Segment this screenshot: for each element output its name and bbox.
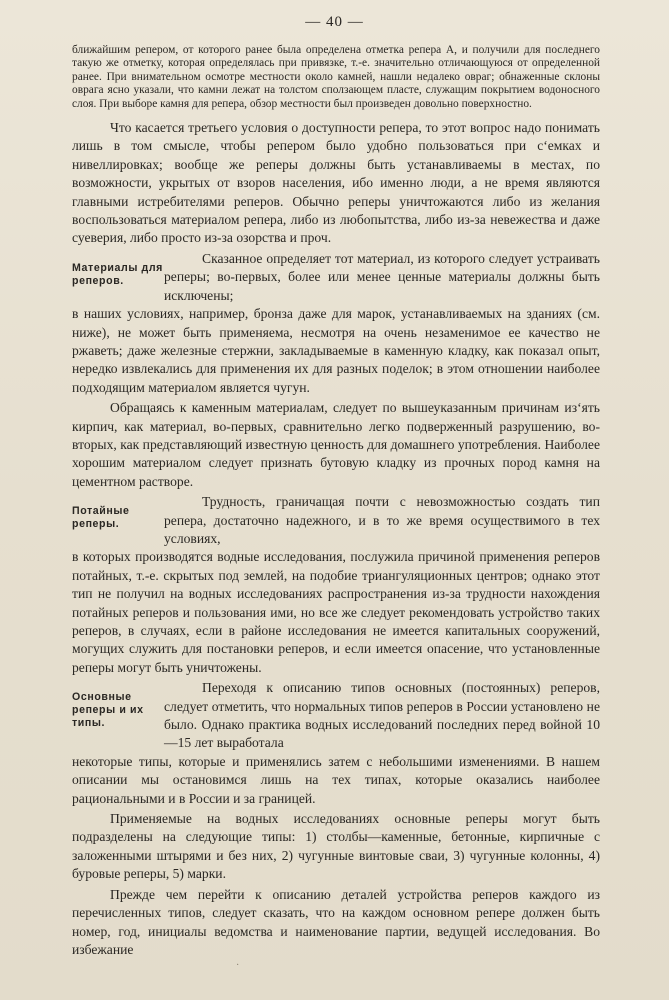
paragraph-last: Прежде чем перейти к описанию деталей устройства реперов каждого из перечисленных типов, следует сказать, что на каждом основном репере должен быть номер, год, инициалы ведомства и наименование партии, ведущей исследования. Во избежание (72, 886, 600, 957)
paragraph-types-list: Применяемые на водных исследованиях основные реперы могут быть подразделены на следующие типы: 1) столбы—каменные, бетонные, кирпичные с заложенными штырями и без них, 2) чугунные винтовые сваи, 3) чугунные колонны, 4) буровые реперы, 5) марки. (72, 811, 600, 882)
small-print-paragraph: ближайшим репером, от которого ранее была определена отметка репера А, и получили для последнего такую же отметку, которая определялась при привязке, т.-е. значительно отличающуюся от определенной ранее. При внимательном осмотре местности около камней, нашли недалеко овраг; обнаженные склоны оврага ясно указали, что камни лежат на толстом сползающем пласте, служащим покрытием водоносного слоя. При выборе камня для репера, обзор местности был произведен довольно поверхностно. (72, 44, 600, 110)
side-heading-main-types: Основные реперы и их типы. (72, 691, 144, 730)
section-materials (72, 250, 600, 305)
main-types-text: Переходя к описанию типов основных (постоянных) реперов, следует отметить, что нормальных типов реперов в России установлено не было. Однако практика водных исследований последних перед войной 10—15 лет выработала (164, 680, 600, 751)
section-main-types (72, 679, 600, 753)
materials-text: Сказанное определяет тот материал, из которого следует устраивать реперы; во-первых, более или менее ценные материалы должны быть исключены; (164, 250, 600, 303)
page-number: — 40 — (305, 14, 364, 30)
page-content (72, 44, 600, 961)
main-types-continuation: некоторые типы, которые и применялись затем с небольшими изменениями. В нашем описании мы остановимся лишь на тех типах, которые оказались наиболее рациональными и в России и за границей. (72, 753, 600, 806)
side-heading-materials: Материалы для реперов. (72, 261, 163, 287)
hidden-continuation: в которых производятся водные исследования, послужила причиной применения реперов потайных, т.-е. скрытых под землей, на подобие триангуляционных центров; однако этот тип не получил на водных исследованиях распространения из-за трудности нахождения потайных реперов и пользования ими, но все же следует рекомендовать устройство таких реперов, в случаях, если в районе исследования не имеется капитальных сооружений, могущих служить для постановки реперов, и если имеется опасение, что установленные реперы могут быть уничтожены. (72, 549, 600, 675)
materials-continuation: в наших условиях, например, бронза даже для марок, устанавливаемых на зданиях (см. ниже), не может быть применяема, несмотря на очень незаменимое ее качество не ржаветь; даже железные стержни, закладываемые в каменную кладку, как показал опыт, нередко извлекались для применения их для разных поделок; в этом отношении наиболее подходящим материалом является чугун. (72, 306, 600, 395)
paragraph-stone: Обращаясь к каменным материалам, следует по вышеуказанным причинам изʻять кирпич, как материал, во-первых, сравнительно легко подверженный разрушению, во-вторых, как представляющий известную ценность для домашнего употребления. Наиболее хорошим материалом следует признать бутовую кладку из прочных пород камня на цементном растворе. (72, 400, 600, 489)
hidden-text: Трудность, граничащая почти с невозможностью создать тип репера, достаточно надежного, и в то же время осуществимого в тех условиях, (164, 494, 600, 546)
smudge-mark: · (236, 960, 240, 971)
side-heading-hidden: Потайные реперы. (72, 505, 130, 531)
section-hidden (72, 493, 600, 548)
paragraph-accessibility: Что касается третьего условия о доступности репера, то этот вопрос надо понимать лишь в том смысле, чтобы репером было удобно пользоваться при сʻемках и нивеллировках; вообще же реперы должны быть устанавливаемы в местах, по возможности, укрытых от взоров населения, ибо именно люди, а не время являются главными истребителями реперов. Обычно реперы уничтожаются либо из желания воспользоваться материалом репера, либо из любопытства, либо из-за невежества и даже суеверия, либо просто из-за озорства и проч. (72, 120, 600, 246)
